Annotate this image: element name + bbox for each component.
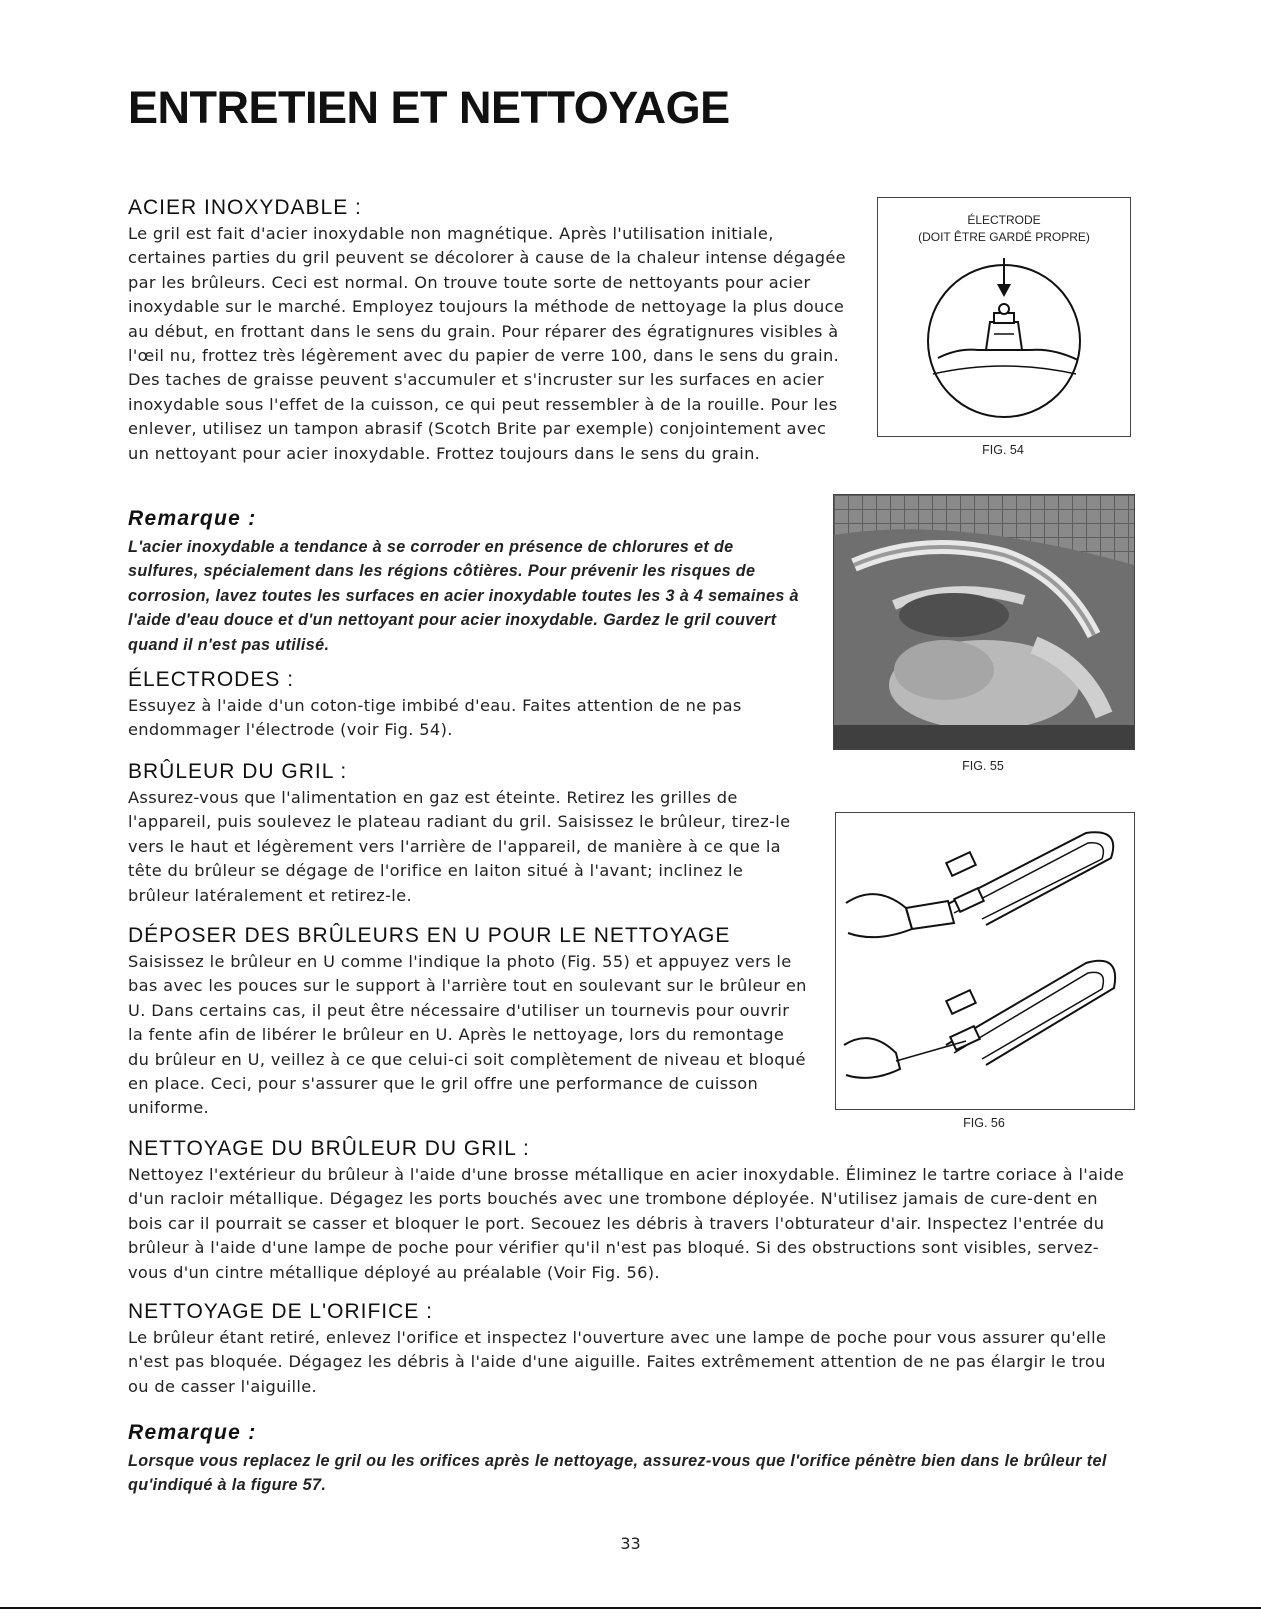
section-body: Saisissez le brûleur en U comme l'indique la photo (Fig. 55) et appuyez vers le bas avec les pouces sur le support à l'arrière tout en soulevant sur le brûleur en U. Dans certains cas, il peut être nécessaire d'utiliser un tournevis pour ouvrir la fente afin de libérer le brûleur en U. Après le nettoyage, lors du remontage du brûleur en U, veillez à ce que celui-ci soit complètement de niveau et bloqué en place. Ceci, pour s'assurer que le gril offre une performance de cuisson uniforme. — [128, 952, 807, 1118]
section-deposer-bruleurs — [128, 924, 808, 1121]
bottom-rule — [0, 1607, 1261, 1609]
section-nettoyage-bruleur — [128, 1137, 1128, 1285]
section-heading: NETTOYAGE DU BRÛLEUR DU GRIL : — [128, 1137, 530, 1160]
section-body: Le brûleur étant retiré, enlevez l'orifice et inspectez l'ouverture avec une lampe de poche pour vous assurer qu'elle n'est pas bloquée. Dégagez les débris à l'aide d'une aiguille. Faites extrêmement attention de ne pas élargir le trou ou de casser l'aiguille. — [128, 1328, 1107, 1396]
figure-55-caption: FIG. 55 — [962, 759, 1004, 773]
electrode-label: ÉLECTRODE — [967, 213, 1041, 227]
section-electrodes — [128, 668, 808, 743]
note-body: Lorsque vous replacez le gril ou les orifices après le nettoyage, assurez-vous que l'orifice pénètre bien dans le brûleur tel qu'indiqué à la figure 57. — [128, 1452, 1107, 1495]
figure-54-caption: FIG. 54 — [982, 443, 1024, 457]
section-heading: ÉLECTRODES : — [128, 668, 295, 691]
figure-54 — [877, 197, 1131, 437]
section-heading: ACIER INOXYDABLE : — [128, 196, 362, 219]
section-remarque-orifice — [128, 1421, 1128, 1498]
figure-56 — [835, 812, 1135, 1110]
figure-56-caption: FIG. 56 — [963, 1116, 1005, 1130]
electrode-note: (DOIT ÊTRE GARDÉ PROPRE) — [918, 230, 1090, 244]
page-title: ENTRETIEN ET NETTOYAGE — [128, 82, 730, 133]
section-heading: NETTOYAGE DE L'ORIFICE : — [128, 1300, 433, 1323]
note-heading: Remarque : — [128, 507, 257, 530]
section-remarque-corrosion — [128, 507, 808, 657]
section-nettoyage-orifice — [128, 1300, 1128, 1399]
burner-removal-photo — [834, 495, 1134, 749]
figure-55 — [833, 494, 1135, 750]
section-body: Le gril est fait d'acier inoxydable non magnétique. Après l'utilisation initiale, certaines parties du gril peuvent se décolorer à cause de la chaleur intense dégagée par les brûleurs. Ceci est normal. On trouve toute sorte de nettoyants pour acier inoxydable sur le marché. Employez toujours la méthode de nettoyage la plus douce au début, en frottant dans le sens du grain. Pour réparer des égratignures visibles à l'œil nu, frottez très légèrement avec du papier de verre 100, dans le sens du grain. Des taches de graisse peuvent s'accumuler et s'incruster sur les surfaces en acier inoxydable sous l'effet de la cuisson, ce qui peut ressembler à de la rouille. Pour les enlever, utilisez un tampon abrasif (Scotch Brite par exemple) conjointement avec un nettoyant pour acier inoxydable. Frottez toujours dans le sens du grain. — [128, 224, 846, 463]
section-body: Assurez-vous que l'alimentation en gaz est éteinte. Retirez les grilles de l'appareil, puis soulevez le plateau radiant du gril. Saisissez le brûleur, tirez-le vers le haut et légèrement vers l'arrière de l'appareil, de manière à ce que la tête du brûleur se dégage de l'orifice en laiton situé à l'avant; inclinez le brûleur latéralement et retirez-le. — [128, 788, 791, 905]
burner-cleaning-diagram — [836, 813, 1134, 1109]
section-bruleur-du-gril — [128, 760, 808, 908]
note-heading: Remarque : — [128, 1421, 257, 1444]
section-heading: DÉPOSER DES BRÛLEURS EN U POUR LE NETTOYAGE — [128, 924, 731, 947]
section-body: Nettoyez l'extérieur du brûleur à l'aide d'une brosse métallique en acier inoxydable. Éliminez le tartre coriace à l'aide d'un racloir métallique. Dégagez les ports bouchés avec une trombone déployée. N'utilisez jamais de cure-dent en bois car il pourrait se casser et bloquer le port. Secouez les débris à travers l'obturateur d'air. Inspectez l'entrée du brûleur à l'aide d'une lampe de poche pour vérifier qu'il n'est pas bloqué. Si des obstructions sont visibles, servez-vous d'un cintre métallique déployé au préalable (Voir Fig. 56). — [128, 1165, 1125, 1282]
section-heading: BRÛLEUR DU GRIL : — [128, 760, 348, 783]
note-body: L'acier inoxydable a tendance à se corroder en présence de chlorures et de sulfures, spécialement dans les régions côtières. Pour prévenir les risques de corrosion, lavez toutes les surfaces en acier inoxydable toutes les 3 à 4 semaines à l'aide d'eau douce et d'un nettoyant pour acier inoxydable. Gardez le gril couvert quand il n'est pas utilisé. — [128, 538, 799, 654]
page-number: 33 — [620, 1534, 641, 1553]
electrode-diagram — [878, 198, 1130, 436]
section-acier-inoxydable — [128, 196, 848, 466]
section-body: Essuyez à l'aide d'un coton-tige imbibé d'eau. Faites attention de ne pas endommager l'électrode (voir Fig. 54). — [128, 696, 742, 740]
